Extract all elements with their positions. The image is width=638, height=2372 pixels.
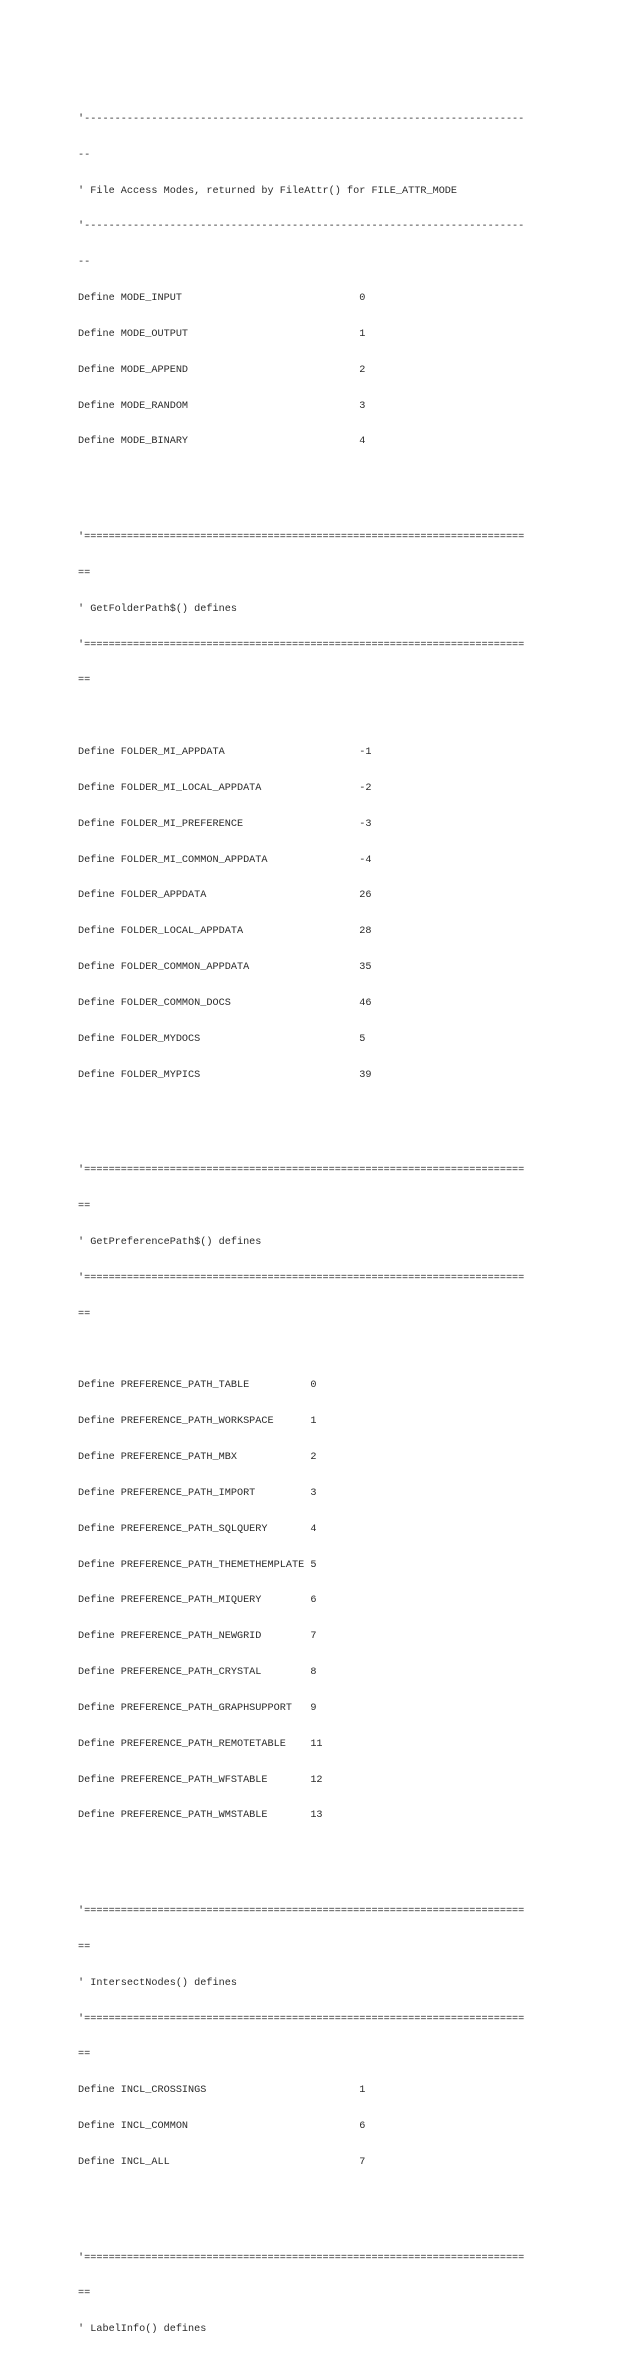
comment-rule: '======================================================================== (78, 2252, 525, 2264)
comment-rule-wrap: == (78, 567, 91, 579)
define-line: Define PREFERENCE_PATH_MBX 2 (78, 1452, 317, 1463)
blank-line (78, 1344, 568, 1356)
define-line: Define MODE_OUTPUT 1 (78, 328, 366, 340)
define-line: Define MODE_INPUT 0 (78, 293, 366, 305)
define-line: Define FOLDER_COMMON_APPDATA 35 (78, 962, 372, 974)
define-line: Define PREFERENCE_PATH_WFSTABLE 12 (78, 1774, 323, 1786)
define-line: Define FOLDER_MI_LOCAL_APPDATA -2 (78, 782, 372, 794)
comment-rule-wrap: -- (78, 257, 91, 269)
comment-rule: '======================================================================== (78, 2013, 525, 2025)
define-line: Define PREFERENCE_PATH_NEWGRID 7 (78, 1631, 317, 1643)
comment-rule: '======================================================================== (78, 1272, 525, 1284)
comment-rule: '------------------------------------------------------------------------ (78, 221, 525, 233)
define-line: Define PREFERENCE_PATH_CRYSTAL 8 (78, 1667, 317, 1679)
comment-rule-wrap: -- (78, 149, 91, 161)
define-line: Define FOLDER_APPDATA 26 (78, 890, 372, 902)
define-line: Define PREFERENCE_PATH_WMSTABLE 13 (78, 1810, 323, 1822)
section-heading-intersect-nodes: ' IntersectNodes() defines (78, 1977, 237, 1989)
section-heading-get-folder-path: ' GetFolderPath$() defines (78, 603, 237, 615)
section-gap (78, 1846, 568, 1858)
comment-rule: '======================================================================== (78, 532, 525, 543)
comment-rule-wrap: == (78, 2049, 91, 2061)
section-gap (78, 1106, 568, 1118)
comment-rule-wrap: == (78, 675, 91, 687)
define-line: Define PREFERENCE_PATH_SQLQUERY 4 (78, 1523, 317, 1535)
comment-rule-wrap: == (78, 1308, 91, 1320)
comment-rule-wrap: == (78, 1201, 91, 1213)
blank-line (78, 711, 568, 723)
define-line: Define FOLDER_MI_COMMON_APPDATA -4 (78, 854, 372, 866)
define-line: Define INCL_ALL 7 (78, 2156, 366, 2168)
define-line: Define FOLDER_MI_PREFERENCE -3 (78, 818, 372, 830)
comment-rule: '======================================================================== (78, 1906, 525, 1918)
section-gap (78, 2193, 568, 2205)
define-line: Define PREFERENCE_PATH_WORKSPACE 1 (78, 1416, 317, 1428)
define-line: Define PREFERENCE_PATH_GRAPHSUPPORT 9 (78, 1702, 317, 1714)
define-line: Define PREFERENCE_PATH_TABLE 0 (78, 1380, 317, 1392)
comment-rule-wrap: == (78, 1941, 91, 1953)
section-heading-label-info: ' LabelInfo() defines (78, 2324, 207, 2336)
section-gap (78, 472, 568, 484)
comment-rule: '======================================================================== (78, 639, 525, 651)
define-line: Define FOLDER_MI_APPDATA -1 (78, 747, 372, 759)
section-heading-get-preference-path: ' GetPreferencePath$() defines (78, 1236, 262, 1248)
define-line: Define INCL_COMMON 6 (78, 2121, 366, 2133)
code-listing (78, 66, 568, 2372)
define-line: Define FOLDER_MYPICS 39 (78, 1069, 372, 1081)
define-line: Define MODE_APPEND 2 (78, 364, 366, 376)
comment-rule-wrap: == (78, 2288, 91, 2300)
comment-rule: '------------------------------------------------------------------------ (78, 113, 525, 125)
define-line: Define MODE_BINARY 4 (78, 436, 366, 448)
define-line: Define FOLDER_MYDOCS 5 (78, 1033, 366, 1045)
define-line: Define MODE_RANDOM 3 (78, 400, 366, 412)
section-heading-file-access-modes: ' File Access Modes, returned by FileAttr() for FILE_ATTR_MODE (78, 185, 458, 197)
define-line: Define PREFERENCE_PATH_IMPORT 3 (78, 1487, 317, 1499)
define-line: Define PREFERENCE_PATH_THEMETHEMPLATE 5 (78, 1559, 317, 1571)
define-line: Define PREFERENCE_PATH_REMOTETABLE 11 (78, 1738, 323, 1750)
define-line: Define FOLDER_LOCAL_APPDATA 28 (78, 926, 372, 938)
define-line: Define PREFERENCE_PATH_MIQUERY 6 (78, 1595, 317, 1607)
define-line: Define INCL_CROSSINGS 1 (78, 2085, 366, 2097)
define-line: Define FOLDER_COMMON_DOCS 46 (78, 997, 372, 1009)
comment-rule: '======================================================================== (78, 1165, 525, 1177)
